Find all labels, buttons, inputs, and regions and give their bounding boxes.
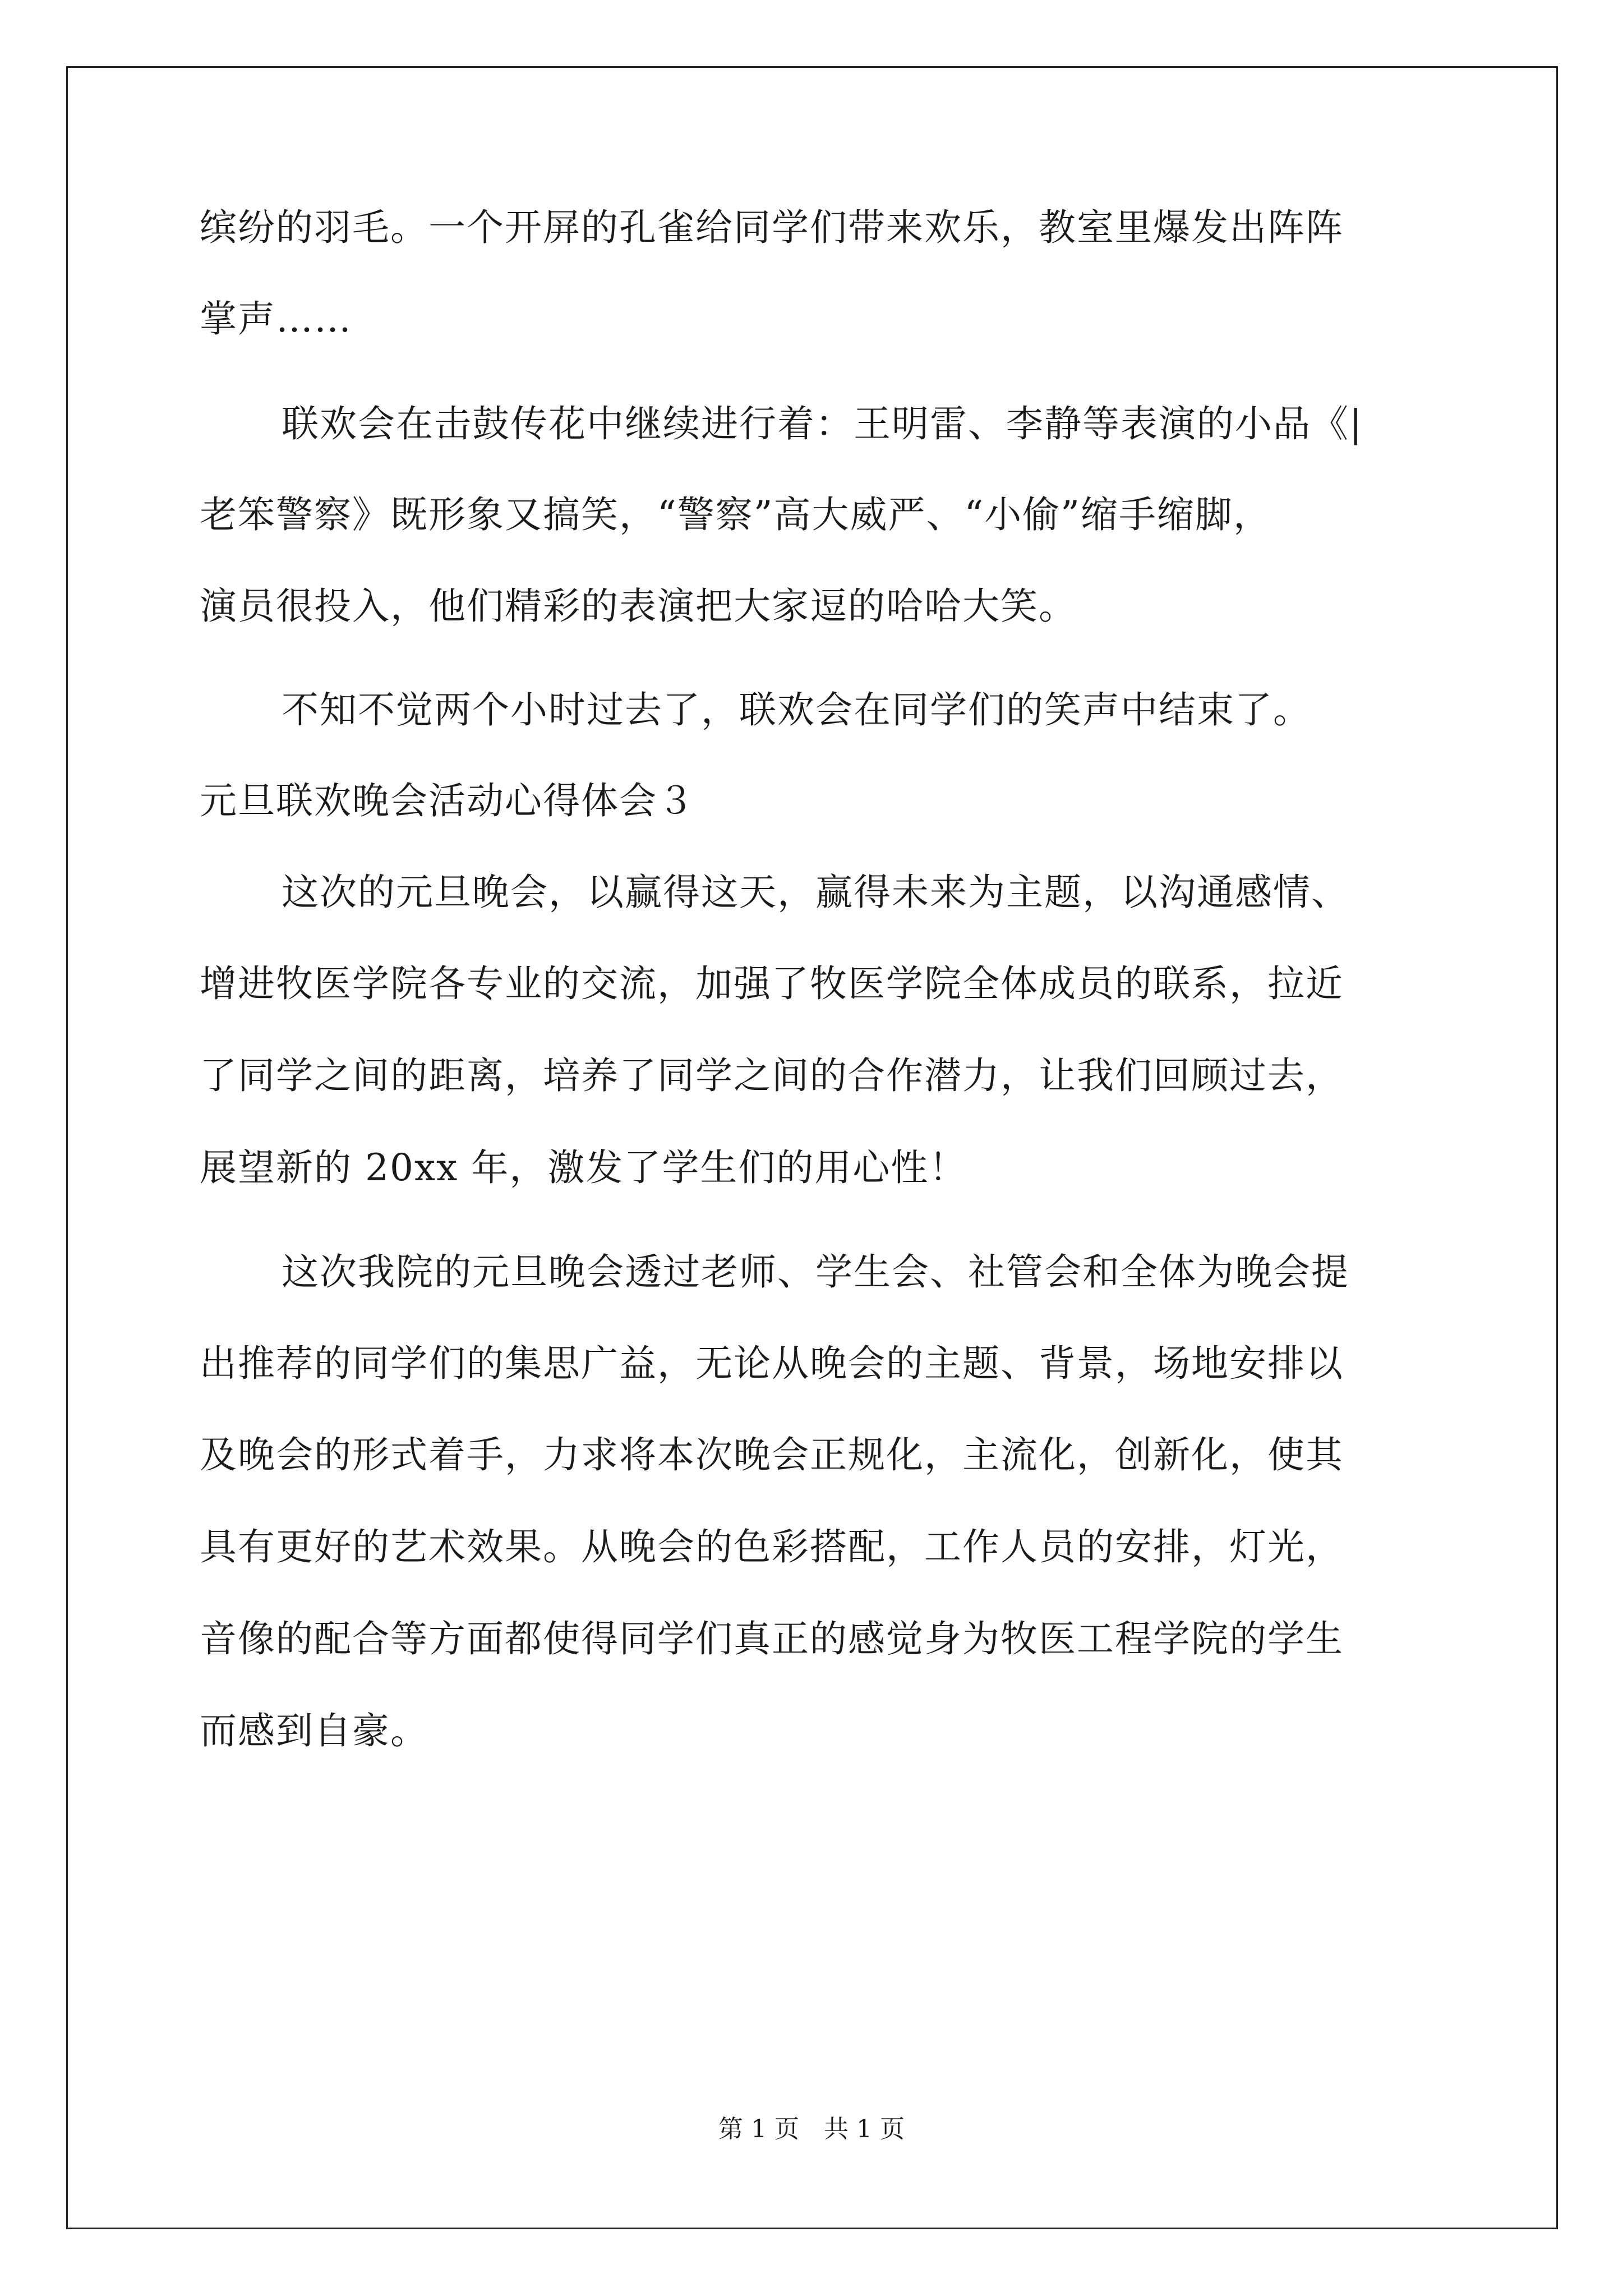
paragraph-line: 缤纷的羽毛。一个开屏的孔雀给同学们带来欢乐，教室里爆发出阵阵: [200, 206, 1344, 249]
paragraph-line: 不知不觉两个小时过去了，联欢会在同学们的笑声中结束了。: [282, 688, 1311, 731]
paragraph-line: 了同学之间的距离，培养了同学之间的合作潜力，让我们回顾过去，: [200, 1054, 1344, 1097]
paragraph-line: 掌声……: [200, 297, 352, 341]
paragraph-line: 增进牧医学院各专业的交流，加强了牧医学院全体成员的联系，拉近: [200, 962, 1344, 1005]
paragraph-line: 老笨警察》既形象又搞笑，“警察”高大威严、“小偷”缩手缩脚，: [200, 493, 1271, 536]
paragraph-line: 演员很投入，他们精彩的表演把大家逗的哈哈大笑。: [200, 585, 1077, 628]
page-footer: 第 1 页 共 1 页: [718, 2115, 905, 2143]
paragraph-line: 及晚会的形式着手，力求将本次晚会正规化，主流化，创新化，使其: [200, 1433, 1344, 1476]
paragraph-line: 这次的元旦晚会，以赢得这天，赢得未来为主题，以沟通感情、: [282, 871, 1349, 914]
paragraph-line: 这次我院的元旦晚会透过老师、学生会、社管会和全体为晚会提: [282, 1250, 1349, 1294]
paragraph-line: 而感到自豪。: [200, 1709, 428, 1752]
paragraph-line: 联欢会在击鼓传花中继续进行着：王明雷、李静等表演的小品《|: [282, 402, 1363, 445]
section-heading: 元旦联欢晚会活动心得体会３: [200, 779, 695, 822]
paragraph-line: 展望新的 20xx 年，激发了学生们的用心性！: [200, 1146, 967, 1189]
paragraph-line: 具有更好的艺术效果。从晚会的色彩搭配，工作人员的安排，灯光，: [200, 1525, 1344, 1568]
paragraph-line: 音像的配合等方面都使得同学们真正的感觉身为牧医工程学院的学生: [200, 1617, 1344, 1660]
paragraph-line: 出推荐的同学们的集思广益，无论从晚会的主题、背景，场地安排以: [200, 1342, 1344, 1385]
